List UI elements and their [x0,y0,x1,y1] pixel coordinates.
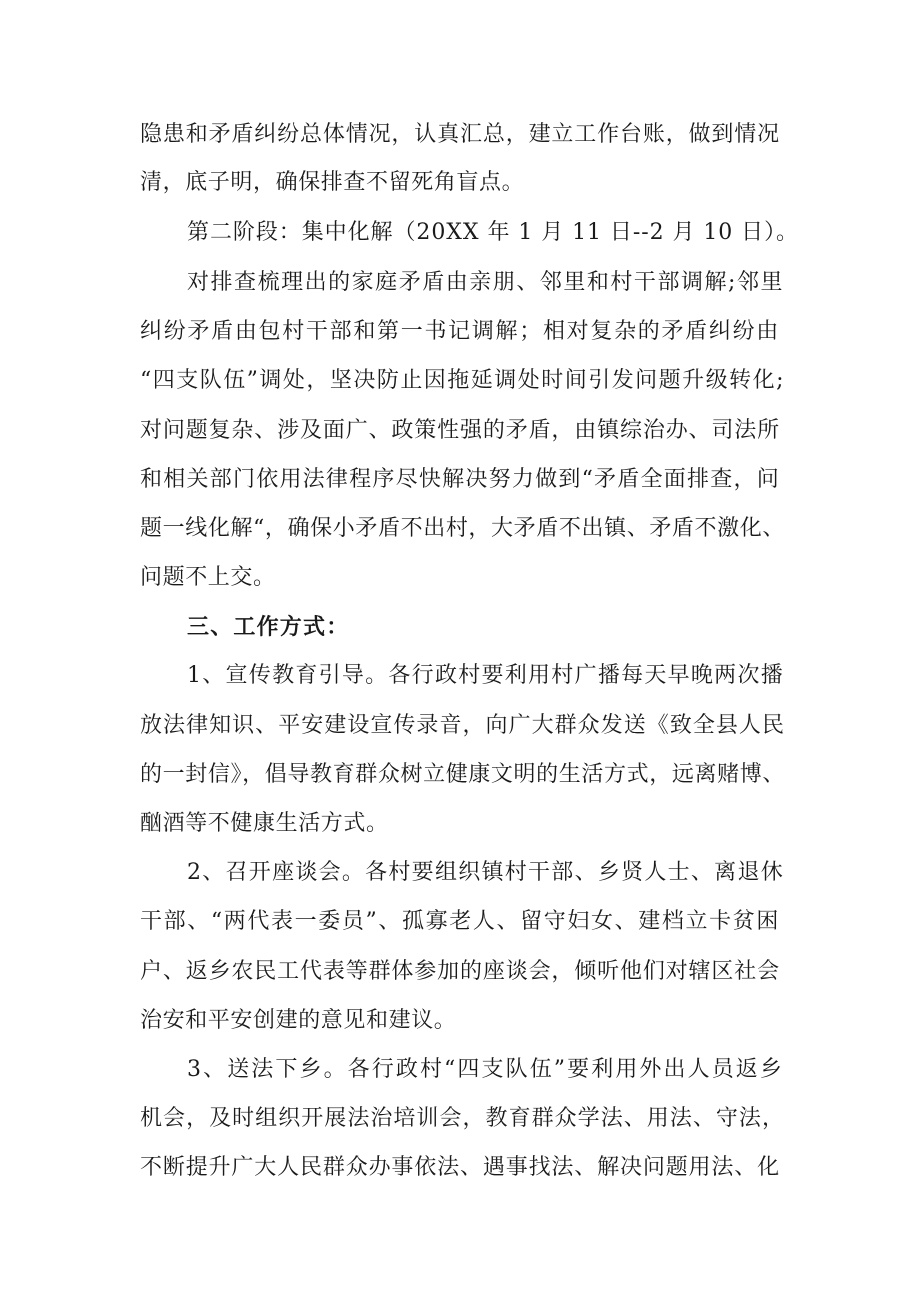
paragraph-line: 对排查梳理出的家庭矛盾由亲朋、邻里和村干部调解;邻里 [187,270,784,295]
paragraph-line: 纠纷矛盾由包村干部和第一书记调解；相对复杂的矛盾纠纷由 [140,319,780,344]
paragraph-line: 机会，及时组织开展法治培训会，教育群众学法、用法、守法， [140,1106,785,1131]
paragraph-line: 3、送法下乡。各行政村“四支队伍”要利用外出人员返乡 [187,1057,784,1082]
paragraph-line: 治安和平安创建的意见和建议。 [140,1008,457,1033]
paragraph-line: 第二阶段：集中化解（20XX 年 1 月 11 日--2 月 10 日）。 [187,220,799,245]
paragraph-line: 题一线化解“，确保小矛盾不出村，大矛盾不出镇、矛盾不激化、 [140,516,785,541]
paragraph-line: 隐患和矛盾纠纷总体情况，认真汇总，建立工作台账，做到情况 [140,122,780,147]
section-heading: 三、工作方式： [187,614,350,640]
paragraph-line: 1、宣传教育引导。各行政村要利用村广播每天早晚两次播 [187,663,784,688]
paragraph-line: 问题不上交。 [140,565,276,590]
paragraph-line: 不断提升广大人民群众办事依法、遇事找法、解决问题用法、化 [140,1155,780,1180]
paragraph-line: 清，底子明，确保排查不留死角盲点。 [140,170,525,195]
paragraph-line: 和相关部门依用法律程序尽快解决努力做到“矛盾全面排查，问 [140,467,780,492]
paragraph-line: 酗酒等不健康生活方式。 [140,811,389,836]
paragraph-line: 对问题复杂、涉及面广、政策性强的矛盾，由镇综治办、司法所 [140,418,780,443]
paragraph-line: 干部、“两代表一委员”、孤寡老人、留守妇女、建档立卡贫困 [140,909,780,934]
paragraph-line: 2、召开座谈会。各村要组织镇村干部、乡贤人士、离退休 [187,860,784,885]
paragraph-line: 户、返乡农民工代表等群体参加的座谈会，倾听他们对辖区社会 [140,959,780,984]
paragraph-line: 的一封信》，倡导教育群众树立健康文明的生活方式，远离赌博、 [140,762,785,787]
paragraph-line: “四支队伍”调处，坚决防止因拖延调处时间引发问题升级转化; [140,368,785,393]
paragraph-line: 放法律知识、平安建设宣传录音，向广大群众发送《致全县人民 [140,713,785,738]
